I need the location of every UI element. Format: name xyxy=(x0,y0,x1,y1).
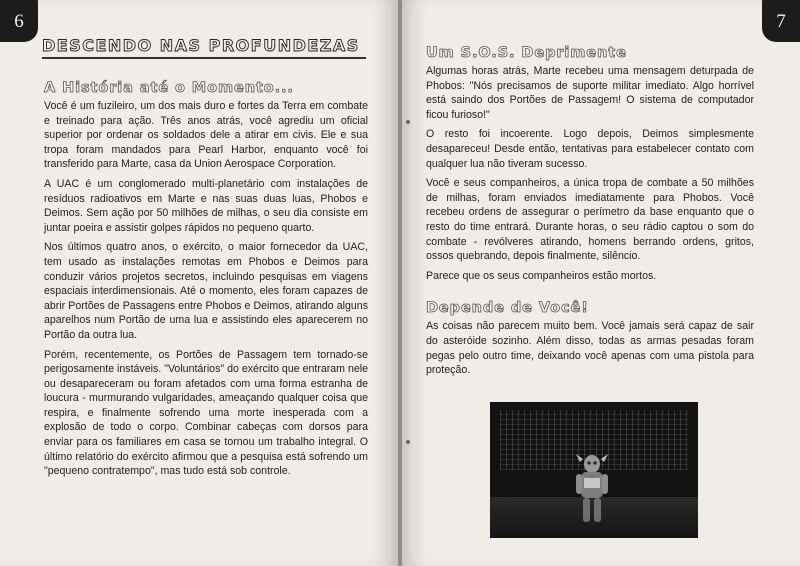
paragraph: Nos últimos quatro anos, o exército, o maior fornecedor da UAC, tem usado as instalações remotas em Phobos e Deimos para conduzir vários projetos secretos, incluindo pesquisas em viagens espaciais interdimensionais. Até o momento, eles foram capazes de abrir Portões de Passagens entre Phobos e Deimos, atirando alguns aparelhos num Portão de uma lua e assistindo eles aparecerem no Portão da outra lua. xyxy=(44,241,368,341)
section-title-historia: A História até o Momento... xyxy=(44,80,294,96)
paragraph: O resto foi incoerente. Logo depois, Deimos simplesmente desapareceu! Desde então, tentativas para estabelecer contato com qualquer lua não tiveram sucesso. xyxy=(426,128,754,170)
section-title-depende: Depende de Você! xyxy=(426,300,589,317)
paragraph: Você é um fuzileiro, um dos mais duro e fortes da Terra em combate e treinado para ação. Três anos atrás, você agrediu um oficial superior por ordenar os soldados dele a atirar em civis. Ele e sua tropa foram mandados para Pearl Harbor, enquanto você foi transferido para Marte, casa da Union Aerospace Corporation. xyxy=(44,100,368,171)
paragraph: A UAC é um conglomerado multi-planetário com instalações de resíduos radioativos em Marte e nas suas duas luas, Phobos e Deimos. Sem ação por 50 milhões de milhas, o seu dia consiste em juntar poeira e assistir golpes rápidos no pequeno quarto. xyxy=(44,177,368,234)
binding-hole xyxy=(406,440,410,444)
left-page xyxy=(0,0,398,566)
page-number-tab-left: 6 xyxy=(0,0,38,42)
chapter-title: DESCENDO NAS PROFUNDEZAS xyxy=(42,36,366,59)
game-screenshot-image xyxy=(490,402,698,538)
demon-figure-icon xyxy=(572,452,612,526)
paragraph: Parece que os seus companheiros estão mortos. xyxy=(426,269,657,282)
section-title-sos: Um S.O.S. Deprimente xyxy=(426,45,627,61)
paragraph: Porém, recentemente, os Portões de Passagem tem tornado-se perigosamente instáveis. "Voluntários" do exército que entraram nele ou desapareceram ou foram afetados com uma forma estranha de loucura - murmurando vulgaridades, ameaçando qualquer coisa que respira, e finalmente sofrendo uma morte inesperada com a explosão de todo o corpo. Combinar cabeças com dorsos para enviar para os familiares em casa se tornou um trabalho integral. O último relatório do exército afirmou que a pesquisa está sofrendo um "pequeno contratempo", mas tudo está sob controle. xyxy=(44,348,368,478)
left-content xyxy=(44,80,368,479)
page-number-tab-right: 7 xyxy=(762,0,800,42)
paragraph: Você e seus companheiros, a única tropa de combate a 50 milhões de milhas, foram enviados imediatamente para Phobos. Você recebeu ordens de assegurar o perímetro da base enquanto que o resto do time entrará. Durante horas, o seu rádio captou o som do combate - revólveres atirando, homens berrando ordens, gritos, ossos quebrando, depois finalmente, silêncio. xyxy=(426,177,754,263)
binding-hole xyxy=(406,120,410,124)
paragraph: As coisas não parecem muito bem. Você jamais será capaz de sair do asteróide sozinho. Além disso, todas as armas pesadas foram pegas pelo outro time, deixando você apenas com uma pistola para proteção. xyxy=(426,320,754,377)
paragraph: Algumas horas atrás, Marte recebeu uma mensagem deturpada de Phobos: "Nós precisamos de suporte militar imediato. Algo horrível está saindo dos Portões de Passagem! O sistema de computador ficou furioso!" xyxy=(426,65,754,121)
right-content xyxy=(426,45,754,383)
